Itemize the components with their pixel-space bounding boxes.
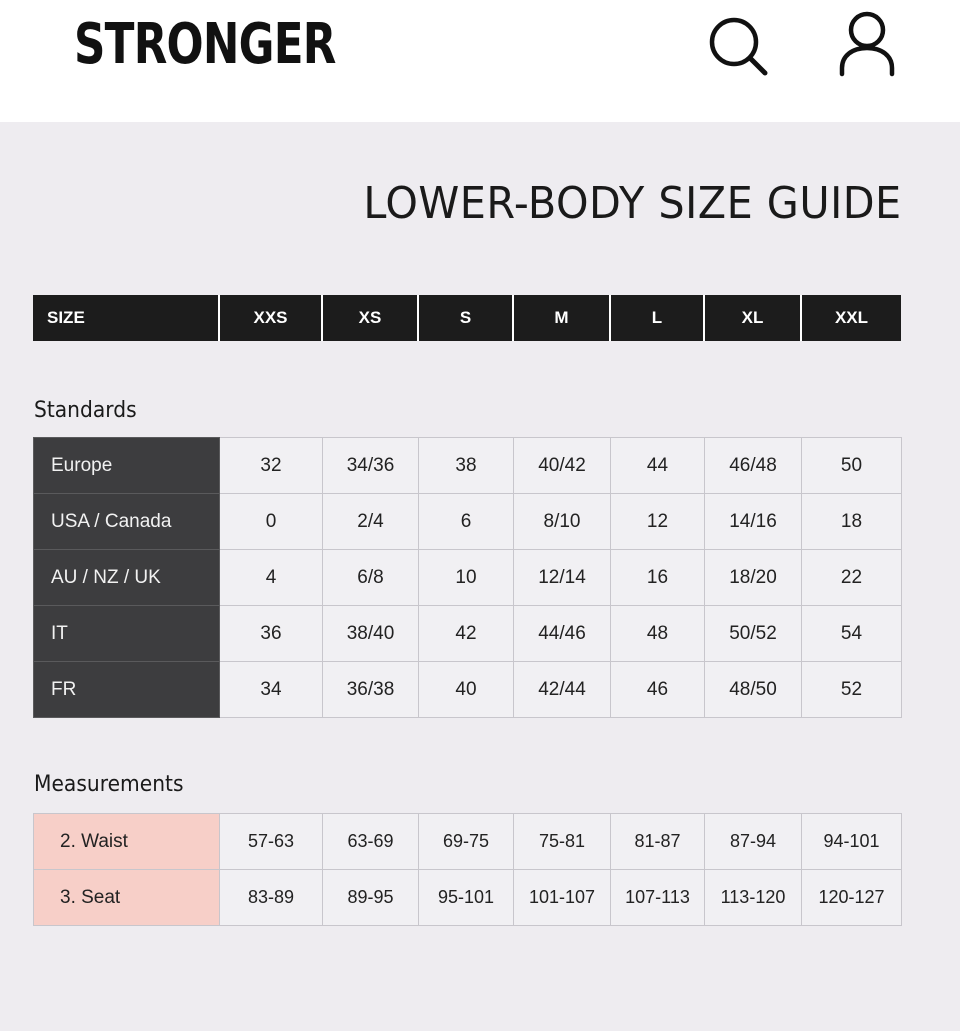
- size-header-cell: L: [610, 295, 704, 341]
- row-label: FR: [34, 662, 220, 718]
- table-cell: 12/14: [514, 550, 611, 606]
- table-cell: 107-113: [611, 870, 705, 926]
- table-row: [34, 662, 902, 718]
- row-label: IT: [34, 606, 220, 662]
- table-cell: 95-101: [419, 870, 514, 926]
- table-cell: 46: [611, 662, 705, 718]
- table-row: [34, 870, 902, 926]
- size-header-cell: XXL: [801, 295, 901, 341]
- table-cell: 18/20: [705, 550, 802, 606]
- size-header-table: [33, 295, 901, 341]
- table-cell: 14/16: [705, 494, 802, 550]
- size-header-cell: XL: [704, 295, 801, 341]
- table-cell: 83-89: [220, 870, 323, 926]
- table-cell: 22: [802, 550, 902, 606]
- table-cell: 36/38: [323, 662, 419, 718]
- table-cell: 6/8: [323, 550, 419, 606]
- table-cell: 113-120: [705, 870, 802, 926]
- table-cell: 81-87: [611, 814, 705, 870]
- table-cell: 36: [220, 606, 323, 662]
- measurements-table: [33, 813, 902, 926]
- table-cell: 94-101: [802, 814, 902, 870]
- search-icon: [706, 14, 770, 78]
- table-cell: 44: [611, 438, 705, 494]
- search-button[interactable]: [706, 14, 770, 78]
- table-cell: 40: [419, 662, 514, 718]
- table-cell: 16: [611, 550, 705, 606]
- row-label: 2. Waist: [34, 814, 220, 870]
- table-cell: 12: [611, 494, 705, 550]
- row-label: 3. Seat: [34, 870, 220, 926]
- table-cell: 48: [611, 606, 705, 662]
- table-cell: 42: [419, 606, 514, 662]
- table-cell: 0: [220, 494, 323, 550]
- size-header-row: [33, 295, 901, 341]
- table-cell: 89-95: [323, 870, 419, 926]
- table-cell: 32: [220, 438, 323, 494]
- row-label: USA / Canada: [34, 494, 220, 550]
- table-row: [34, 606, 902, 662]
- table-cell: 44/46: [514, 606, 611, 662]
- size-header-cell: SIZE: [47, 308, 85, 327]
- size-header-cell: M: [513, 295, 610, 341]
- table-cell: 18: [802, 494, 902, 550]
- table-cell: 46/48: [705, 438, 802, 494]
- size-guide-title: LOWER-BODY SIZE GUIDE: [363, 178, 902, 229]
- table-row: [34, 550, 902, 606]
- table-cell: 50: [802, 438, 902, 494]
- table-cell: 69-75: [419, 814, 514, 870]
- table-cell: 50/52: [705, 606, 802, 662]
- table-cell: 38/40: [323, 606, 419, 662]
- size-header-cell: XS: [322, 295, 418, 341]
- table-cell: 87-94: [705, 814, 802, 870]
- table-cell: 2/4: [323, 494, 419, 550]
- table-cell: 8/10: [514, 494, 611, 550]
- table-cell: 63-69: [323, 814, 419, 870]
- site-header: [0, 0, 960, 122]
- row-label: Europe: [34, 438, 220, 494]
- table-cell: 57-63: [220, 814, 323, 870]
- table-cell: 6: [419, 494, 514, 550]
- table-cell: 38: [419, 438, 514, 494]
- table-cell: 34: [220, 662, 323, 718]
- table-cell: 101-107: [514, 870, 611, 926]
- table-cell: 4: [220, 550, 323, 606]
- row-label: AU / NZ / UK: [34, 550, 220, 606]
- table-row: [34, 438, 902, 494]
- brand-logo[interactable]: STRONGER: [74, 12, 336, 77]
- standards-label: Standards: [34, 398, 137, 423]
- user-icon: [836, 10, 898, 78]
- table-cell: 120-127: [802, 870, 902, 926]
- table-row: [34, 814, 902, 870]
- table-cell: 42/44: [514, 662, 611, 718]
- size-header-cell: XXS: [219, 295, 322, 341]
- table-cell: 40/42: [514, 438, 611, 494]
- measurements-label: Measurements: [34, 772, 184, 797]
- table-cell: 34/36: [323, 438, 419, 494]
- standards-table: [33, 437, 902, 718]
- table-cell: 52: [802, 662, 902, 718]
- size-header-cell: S: [418, 295, 513, 341]
- table-cell: 54: [802, 606, 902, 662]
- table-cell: 75-81: [514, 814, 611, 870]
- size-guide: [0, 122, 960, 1031]
- table-cell: 10: [419, 550, 514, 606]
- account-button[interactable]: [836, 10, 898, 78]
- table-cell: 48/50: [705, 662, 802, 718]
- table-row: [34, 494, 902, 550]
